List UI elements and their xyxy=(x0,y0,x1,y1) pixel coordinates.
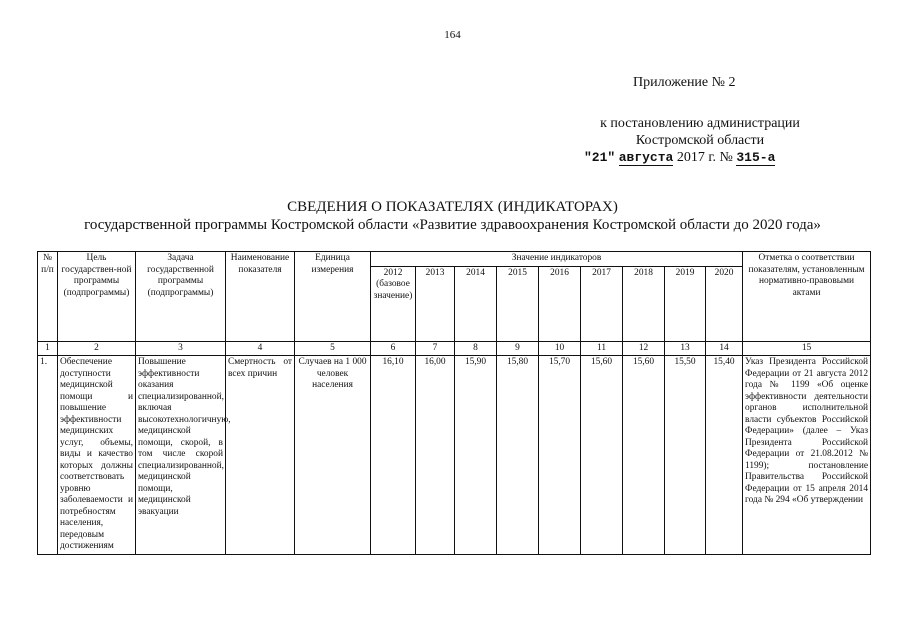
col-number: 5 xyxy=(295,341,371,356)
header-unit: Единица измерения xyxy=(295,252,371,342)
year-cell: 2018 xyxy=(623,266,665,341)
col-number: 2 xyxy=(58,341,136,356)
col-number: 4 xyxy=(226,341,295,356)
value-cell: 16,00 xyxy=(416,356,455,555)
header-indicator: Наименование показателя xyxy=(226,252,295,342)
value-cell: 15,40 xyxy=(706,356,743,555)
header-row xyxy=(38,252,871,267)
header-values: Значение индикаторов xyxy=(371,252,743,267)
page-number: 164 xyxy=(444,29,461,41)
document-title: СВЕДЕНИЯ О ПОКАЗАТЕЛЯХ (ИНДИКАТОРАХ) xyxy=(287,199,618,215)
year-cell: 2014 xyxy=(455,266,497,341)
col-number: 15 xyxy=(743,341,871,356)
goal-cell: Обеспечение доступности медицинской помощи и повышение эффективности медицинских услуг, объемы, виды и качество которых должны соответствовать уровню заболеваемости и потребностям населения, передовым достижениям xyxy=(58,356,136,555)
year-cell: 2020 xyxy=(706,266,743,341)
col-number: 8 xyxy=(455,341,497,356)
col-number: 12 xyxy=(623,341,665,356)
year-cell: 2019 xyxy=(665,266,706,341)
value-cell: 15,70 xyxy=(539,356,581,555)
col-number: 13 xyxy=(665,341,706,356)
year-cell: 2015 xyxy=(497,266,539,341)
decree-date-line xyxy=(584,149,775,166)
value-cell: 16,10 xyxy=(371,356,416,555)
decree-day: "21" xyxy=(584,150,616,165)
value-cell: 15,80 xyxy=(497,356,539,555)
year-cell: 2016 xyxy=(539,266,581,341)
indicator-cell: Смертность от всех причин xyxy=(226,356,295,555)
decree-number: 315-а xyxy=(736,150,776,165)
appendix-title: Приложение № 2 xyxy=(633,75,736,90)
year-cell: 2013 xyxy=(416,266,455,341)
col-number: 9 xyxy=(497,341,539,356)
decree-month: августа xyxy=(618,150,674,165)
row-number: 1. xyxy=(38,356,58,555)
col-number: 7 xyxy=(416,341,455,356)
column-numbers-row xyxy=(38,341,871,356)
value-cell: 15,60 xyxy=(623,356,665,555)
col-number: 6 xyxy=(371,341,416,356)
header-no: № п/п xyxy=(38,252,58,342)
col-number: 10 xyxy=(539,341,581,356)
col-number: 1 xyxy=(38,341,58,356)
header-task: Задача государственной программы (подпрограммы) xyxy=(136,252,226,342)
col-number: 11 xyxy=(581,341,623,356)
unit-cell: Случаев на 1 000 человек населения xyxy=(295,356,371,555)
note-cell: Указ Президента Российской Федерации от 21 августа 2012 года № 1199 «Об оценке эффективности деятельности органов исполнительной власти субъектов Российской Федерации» (далее – Указ Президента Российской Федерации от 21.08.2012 № 1199); постановление Правительства Российской Федерации от 15 апреля 2014 года № 294 «Об утверждении xyxy=(743,356,871,555)
value-cell: 15,60 xyxy=(581,356,623,555)
year-cell: 2012 (базовое значение) xyxy=(371,266,416,341)
decree-line-2: Костромской области xyxy=(635,133,765,148)
indicators-table xyxy=(37,251,871,555)
value-cell: 15,50 xyxy=(665,356,706,555)
document-subtitle: государственной программы Костромской области «Развитие здравоохранения Костромской области до 2020 года» xyxy=(84,217,821,233)
task-cell: Повышение эффективности оказания специализированной, включая высокотехнологичную, медицинской помощи, скорой, в том числе скорой специализированной, медицинской помощи, медицинской эвакуации xyxy=(136,356,226,555)
year-cell: 2017 xyxy=(581,266,623,341)
value-cell: 15,90 xyxy=(455,356,497,555)
decree-year: 2017 г. № xyxy=(676,150,733,165)
decree-line-1: к постановлению администрации xyxy=(600,116,800,131)
header-goal: Цель государствен-ной программы (подпрограммы) xyxy=(58,252,136,342)
header-note: Отметка о соответствии показателям, установленным нормативно-правовыми актами xyxy=(743,252,871,342)
col-number: 3 xyxy=(136,341,226,356)
col-number: 14 xyxy=(706,341,743,356)
table-row xyxy=(38,356,871,555)
